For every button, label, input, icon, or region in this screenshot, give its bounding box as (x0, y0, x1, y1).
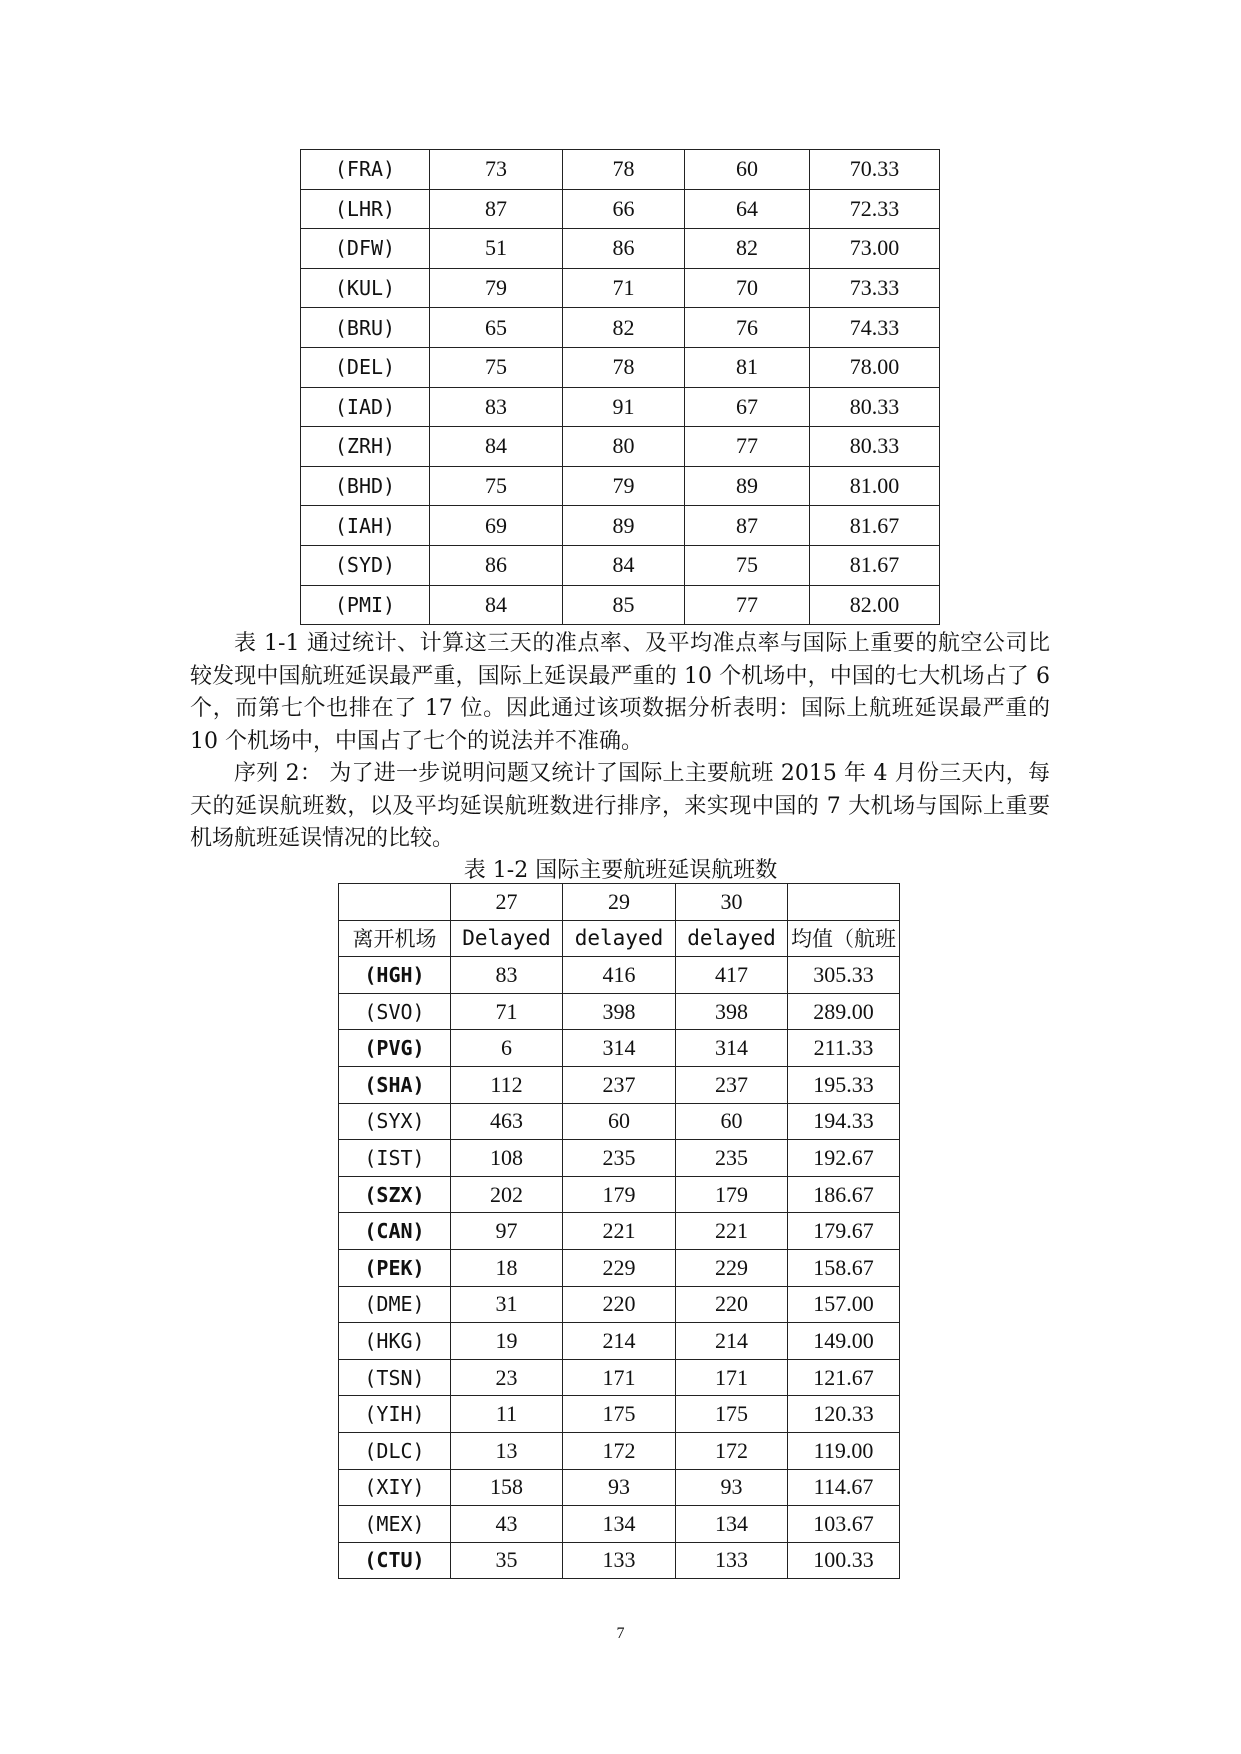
airport-code-cell: (TSN) (339, 1359, 451, 1396)
value-cell: 81 (685, 347, 810, 387)
header-cell: 均值（航班 (788, 920, 900, 957)
value-cell: 18 (451, 1249, 563, 1286)
value-cell: 398 (563, 993, 676, 1030)
value-cell: 175 (563, 1396, 676, 1433)
value-cell: 70.33 (810, 150, 940, 190)
value-cell: 229 (676, 1249, 788, 1286)
value-cell: 171 (676, 1359, 788, 1396)
value-cell: 179 (676, 1176, 788, 1213)
airport-code-cell: (CAN) (339, 1213, 451, 1250)
value-cell: 87 (430, 189, 563, 229)
value-cell: 158.67 (788, 1249, 900, 1286)
sequence-2-paragraph: 序列 2： 为了进一步说明问题又统计了国际上主要航班 2015 年 4 月份三天内，每天的延误航班数，以及平均延误航班数进行排序，来实现中国的 7 大机场与国际上重要机场航班延误情况的比较。 (190, 761, 1050, 851)
value-cell: 83 (451, 957, 563, 994)
value-cell: 172 (563, 1432, 676, 1469)
table-row (301, 427, 940, 467)
value-cell: 237 (563, 1066, 676, 1103)
airport-code-cell: (SHA) (339, 1066, 451, 1103)
value-cell: 51 (430, 229, 563, 269)
airport-code-cell: (IAD) (301, 387, 430, 427)
value-cell: 93 (676, 1469, 788, 1506)
value-cell: 398 (676, 993, 788, 1030)
value-cell: 186.67 (788, 1176, 900, 1213)
value-cell: 65 (430, 308, 563, 348)
value-cell: 71 (563, 268, 685, 308)
value-cell: 77 (685, 427, 810, 467)
table-row (339, 1140, 900, 1177)
value-cell: 64 (685, 189, 810, 229)
table-row (301, 229, 940, 269)
value-cell: 220 (676, 1286, 788, 1323)
value-cell: 89 (563, 506, 685, 546)
value-cell: 23 (451, 1359, 563, 1396)
value-cell: 81.67 (810, 506, 940, 546)
table-row (339, 957, 900, 994)
airport-code-cell: (SYX) (339, 1103, 451, 1140)
airport-code-cell: (YIH) (339, 1396, 451, 1433)
value-cell: 221 (563, 1213, 676, 1250)
value-cell: 82.00 (810, 585, 940, 625)
table-row (301, 466, 940, 506)
table-row (301, 387, 940, 427)
table-row (339, 1359, 900, 1396)
header-cell: 离开机场 (339, 920, 451, 957)
value-cell: 77 (685, 585, 810, 625)
value-cell: 84 (430, 427, 563, 467)
page-number: 7 (616, 1625, 625, 1642)
header-labels-row (339, 920, 900, 957)
airport-code-cell: (LHR) (301, 189, 430, 229)
table-row (301, 585, 940, 625)
value-cell: 314 (563, 1030, 676, 1067)
value-cell: 80 (563, 427, 685, 467)
table-row (339, 1176, 900, 1213)
value-cell: 78 (563, 347, 685, 387)
airport-code-cell: (SYD) (301, 545, 430, 585)
value-cell: 70 (685, 268, 810, 308)
value-cell: 108 (451, 1140, 563, 1177)
table-row (339, 1542, 900, 1579)
airport-code-cell: (DFW) (301, 229, 430, 269)
value-cell: 119.00 (788, 1432, 900, 1469)
table-row (301, 545, 940, 585)
value-cell: 75 (430, 466, 563, 506)
header-cell: Delayed (451, 920, 563, 957)
value-cell: 78 (563, 150, 685, 190)
value-cell: 84 (430, 585, 563, 625)
value-cell: 175 (676, 1396, 788, 1433)
airport-code-cell: (DEL) (301, 347, 430, 387)
value-cell: 133 (676, 1542, 788, 1579)
header-days-row (339, 884, 900, 921)
value-cell: 60 (685, 150, 810, 190)
table-row (339, 1103, 900, 1140)
value-cell: 192.67 (788, 1140, 900, 1177)
value-cell: 6 (451, 1030, 563, 1067)
value-cell: 13 (451, 1432, 563, 1469)
table-row (339, 1249, 900, 1286)
delayed-flights-table-body (339, 957, 900, 1579)
value-cell: 112 (451, 1066, 563, 1103)
value-cell: 463 (451, 1103, 563, 1140)
value-cell: 103.67 (788, 1506, 900, 1543)
value-cell: 417 (676, 957, 788, 994)
value-cell: 100.33 (788, 1542, 900, 1579)
airport-code-cell: (KUL) (301, 268, 430, 308)
value-cell: 202 (451, 1176, 563, 1213)
airport-code-cell: (PVG) (339, 1030, 451, 1067)
value-cell: 60 (563, 1103, 676, 1140)
value-cell: 75 (430, 347, 563, 387)
value-cell: 194.33 (788, 1103, 900, 1140)
value-cell: 73.33 (810, 268, 940, 308)
airport-code-cell: (FRA) (301, 150, 430, 190)
value-cell: 157.00 (788, 1286, 900, 1323)
table-row (339, 1506, 900, 1543)
analysis-paragraph: 表 1-1 通过统计、计算这三天的准点率、及平均准点率与国际上重要的航空公司比较发现中国航班延误最严重，国际上延误最严重的 10 个机场中，中国的七大机场占了 6 个，而第七个也排在了 17 位。因此通过该项数据分析表明：国际上航班延误最严重的 10 个机场中，中国占了七个的说法并不准确。 (190, 631, 1050, 754)
value-cell: 289.00 (788, 993, 900, 1030)
value-cell: 120.33 (788, 1396, 900, 1433)
value-cell: 229 (563, 1249, 676, 1286)
value-cell: 172 (676, 1432, 788, 1469)
airport-code-cell: (XIY) (339, 1469, 451, 1506)
value-cell: 66 (563, 189, 685, 229)
value-cell: 67 (685, 387, 810, 427)
value-cell: 149.00 (788, 1323, 900, 1360)
table-1-2-caption: 表 1-2 国际主要航班延误航班数 (463, 858, 778, 883)
table-row (339, 993, 900, 1030)
table-row (301, 268, 940, 308)
table-row (301, 308, 940, 348)
value-cell: 60 (676, 1103, 788, 1140)
value-cell: 76 (685, 308, 810, 348)
value-cell: 179.67 (788, 1213, 900, 1250)
value-cell: 86 (563, 229, 685, 269)
value-cell: 220 (563, 1286, 676, 1323)
header-cell: 30 (676, 884, 788, 921)
value-cell: 134 (563, 1506, 676, 1543)
value-cell: 121.67 (788, 1359, 900, 1396)
header-cell: delayed (676, 920, 788, 957)
value-cell: 214 (563, 1323, 676, 1360)
value-cell: 97 (451, 1213, 563, 1250)
airport-code-cell: (HGH) (339, 957, 451, 994)
value-cell: 416 (563, 957, 676, 994)
table-row (301, 150, 940, 190)
airport-code-cell: (PEK) (339, 1249, 451, 1286)
value-cell: 73.00 (810, 229, 940, 269)
table-row (301, 506, 940, 546)
airport-ontime-table (300, 149, 940, 625)
value-cell: 134 (676, 1506, 788, 1543)
value-cell: 19 (451, 1323, 563, 1360)
table-row (339, 1469, 900, 1506)
value-cell: 79 (563, 466, 685, 506)
airport-code-cell: (ZRH) (301, 427, 430, 467)
value-cell: 305.33 (788, 957, 900, 994)
header-cell: delayed (563, 920, 676, 957)
value-cell: 133 (563, 1542, 676, 1579)
header-cell (788, 884, 900, 921)
airport-code-cell: (DME) (339, 1286, 451, 1323)
value-cell: 221 (676, 1213, 788, 1250)
airport-code-cell: (MEX) (339, 1506, 451, 1543)
table-row (339, 1030, 900, 1067)
table-row (339, 1066, 900, 1103)
value-cell: 235 (563, 1140, 676, 1177)
value-cell: 82 (685, 229, 810, 269)
value-cell: 35 (451, 1542, 563, 1579)
table-row (339, 1286, 900, 1323)
table-row (339, 1213, 900, 1250)
value-cell: 80.33 (810, 387, 940, 427)
value-cell: 86 (430, 545, 563, 585)
table-row (339, 1396, 900, 1433)
header-cell: 27 (451, 884, 563, 921)
value-cell: 179 (563, 1176, 676, 1213)
value-cell: 91 (563, 387, 685, 427)
value-cell: 87 (685, 506, 810, 546)
value-cell: 235 (676, 1140, 788, 1177)
value-cell: 73 (430, 150, 563, 190)
airport-ontime-table-body (301, 150, 940, 625)
value-cell: 114.67 (788, 1469, 900, 1506)
table-row (301, 189, 940, 229)
value-cell: 158 (451, 1469, 563, 1506)
table-row (301, 347, 940, 387)
value-cell: 72.33 (810, 189, 940, 229)
airport-code-cell: (BHD) (301, 466, 430, 506)
value-cell: 11 (451, 1396, 563, 1433)
value-cell: 93 (563, 1469, 676, 1506)
value-cell: 75 (685, 545, 810, 585)
value-cell: 171 (563, 1359, 676, 1396)
delayed-flights-table (338, 883, 900, 1579)
airport-code-cell: (BRU) (301, 308, 430, 348)
value-cell: 214 (676, 1323, 788, 1360)
value-cell: 237 (676, 1066, 788, 1103)
delayed-flights-table-header (339, 884, 900, 957)
table-row (339, 1323, 900, 1360)
value-cell: 85 (563, 585, 685, 625)
airport-code-cell: (IST) (339, 1140, 451, 1177)
value-cell: 79 (430, 268, 563, 308)
value-cell: 84 (563, 545, 685, 585)
value-cell: 78.00 (810, 347, 940, 387)
value-cell: 69 (430, 506, 563, 546)
value-cell: 89 (685, 466, 810, 506)
value-cell: 82 (563, 308, 685, 348)
airport-code-cell: (PMI) (301, 585, 430, 625)
airport-code-cell: (HKG) (339, 1323, 451, 1360)
airport-code-cell: (SVO) (339, 993, 451, 1030)
airport-code-cell: (IAH) (301, 506, 430, 546)
value-cell: 211.33 (788, 1030, 900, 1067)
value-cell: 314 (676, 1030, 788, 1067)
value-cell: 31 (451, 1286, 563, 1323)
header-cell: 29 (563, 884, 676, 921)
airport-code-cell: (CTU) (339, 1542, 451, 1579)
value-cell: 195.33 (788, 1066, 900, 1103)
value-cell: 83 (430, 387, 563, 427)
value-cell: 81.00 (810, 466, 940, 506)
airport-code-cell: (SZX) (339, 1176, 451, 1213)
value-cell: 80.33 (810, 427, 940, 467)
header-cell (339, 884, 451, 921)
value-cell: 81.67 (810, 545, 940, 585)
airport-code-cell: (DLC) (339, 1432, 451, 1469)
value-cell: 74.33 (810, 308, 940, 348)
table-row (339, 1432, 900, 1469)
value-cell: 71 (451, 993, 563, 1030)
value-cell: 43 (451, 1506, 563, 1543)
